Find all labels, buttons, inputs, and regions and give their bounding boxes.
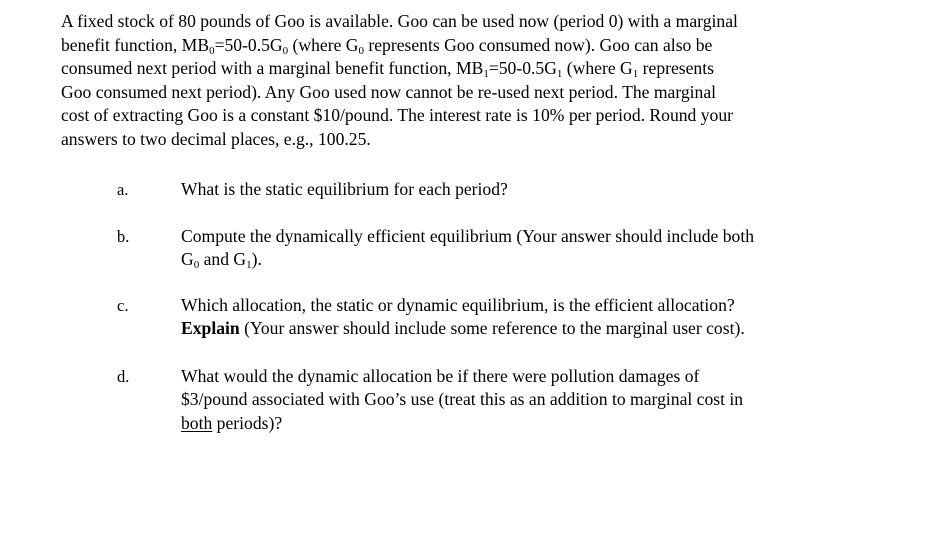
subscript: 0 [193, 259, 200, 272]
problem-intro [61, 10, 851, 152]
intro-line-4: Goo consumed next period). Any Goo used now cannot be re-used next period. The marginal [61, 81, 717, 102]
question-text: Compute the dynamically efficient equilibrium (Your answer should include both $G_0$ and $G_1$). [181, 226, 754, 272]
question-letter: b. [117, 227, 130, 246]
question-letter: d. [117, 367, 130, 386]
problem-document [61, 10, 851, 433]
question-letter: c. [117, 296, 129, 315]
subscript: 1 [556, 68, 563, 81]
question-text: Which allocation, the static or dynamic equilibrium, is the efficient allocation? Explain (Your answer should include some reference to the marginal user cost). [181, 295, 745, 339]
intro-line-5: cost of extracting Goo is a constant $10/pound. The interest rate is 10% per period. Round your [61, 105, 733, 126]
subscript: 0 [358, 44, 364, 57]
question-text: What is the static equilibrium for each period? [181, 179, 508, 199]
intro-line-3: consumed next period with a marginal benefit function, $MB_1=50-0.5G_1$ (where $G_1$ represents [61, 58, 714, 81]
question-letter: a. [117, 180, 129, 199]
intro-line-6: answers to two decimal places, e.g., 100.25. [61, 128, 371, 149]
both-underlined: both [181, 412, 213, 433]
intro-line-2: benefit function, $MB_0=50-0.5G_0$ (where $G_0$ represents Goo consumed now). Goo can also be [61, 34, 713, 57]
subscript: 1 [483, 68, 489, 81]
subscript: 1 [246, 259, 252, 272]
explain-bold: Explain [181, 318, 240, 339]
question-text: What would the dynamic allocation be if there were pollution damages of $3/pound associated with Goo’s use (treat this as an addition to marginal cost in both periods)? [181, 366, 744, 433]
subscript: 0 [282, 44, 289, 57]
subscript: 1 [632, 68, 639, 81]
intro-line-1: A fixed stock of 80 pounds of Goo is available. Goo can be used now (period 0) with a marginal [61, 11, 738, 31]
subscript: 0 [209, 44, 215, 57]
